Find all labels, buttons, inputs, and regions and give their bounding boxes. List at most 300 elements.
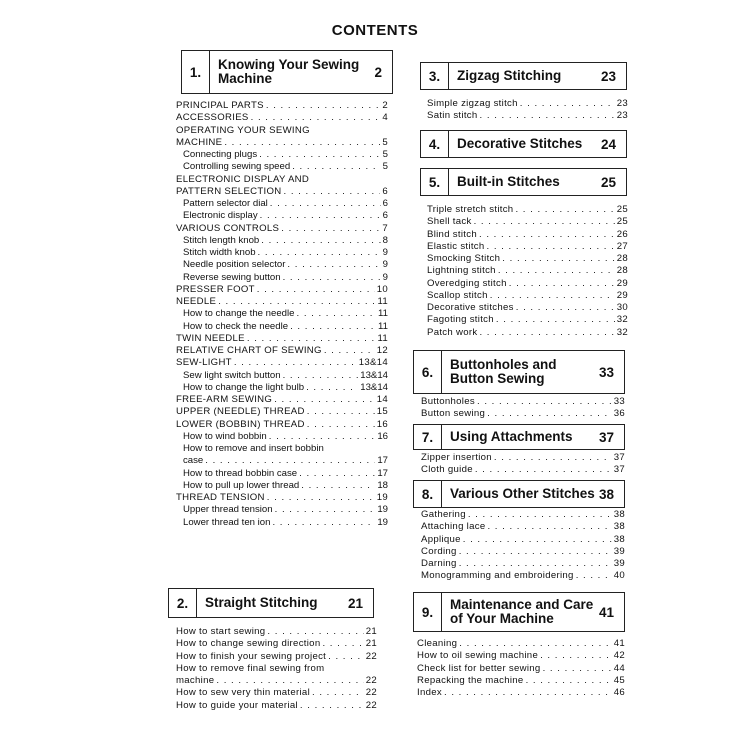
toc-entry-page: 9 bbox=[382, 247, 388, 258]
toc-entry-page: 37 bbox=[613, 452, 625, 463]
dot-leader bbox=[490, 290, 615, 302]
toc-entry-page: 18 bbox=[377, 479, 388, 491]
section-entries-2 bbox=[176, 626, 377, 712]
dot-leader bbox=[216, 675, 363, 687]
toc-entry bbox=[176, 663, 377, 675]
dot-leader bbox=[576, 570, 612, 582]
section-title-line: Zigzag Stitching bbox=[457, 68, 562, 83]
toc-entry-page: 39 bbox=[613, 545, 625, 557]
toc-entry-page: 19 bbox=[377, 516, 388, 528]
toc-entry bbox=[421, 546, 625, 558]
toc-entry bbox=[421, 509, 625, 521]
toc-entry bbox=[176, 406, 388, 418]
toc-entry-text: FREE-ARM SEWING bbox=[176, 394, 273, 405]
toc-entry-page: 8 bbox=[382, 234, 388, 246]
toc-entry-text: Controlling sewing speed bbox=[183, 161, 291, 173]
toc-entry-page: 6 bbox=[382, 185, 388, 197]
toc-entry-page: 30 bbox=[616, 302, 628, 313]
toc-entry bbox=[176, 700, 377, 712]
section-title bbox=[210, 58, 374, 86]
section-number: 7. bbox=[414, 425, 442, 449]
toc-entry-text: ELECTRONIC DISPLAY AND bbox=[176, 173, 310, 185]
toc-entry bbox=[176, 296, 388, 308]
toc-entry-page: 19 bbox=[376, 492, 388, 503]
dot-leader bbox=[292, 161, 380, 173]
toc-entry-page: 22 bbox=[365, 675, 377, 686]
toc-entry-text: How to change the light bulb bbox=[183, 381, 305, 393]
toc-entry-page: 17 bbox=[377, 467, 388, 479]
toc-entry-text: PRESSER FOOT bbox=[176, 283, 255, 295]
dot-leader bbox=[218, 296, 375, 308]
section-page: 33 bbox=[598, 364, 614, 380]
toc-entry-page: 6 bbox=[382, 210, 388, 222]
toc-entry-page: 37 bbox=[613, 464, 625, 476]
toc-entry bbox=[421, 396, 625, 408]
dot-leader bbox=[494, 452, 612, 464]
toc-entry-text: Zipper insertion bbox=[421, 452, 492, 463]
dot-leader bbox=[283, 370, 359, 382]
toc-entry-page: 9 bbox=[382, 259, 388, 271]
toc-entry bbox=[176, 235, 388, 247]
toc-entry bbox=[176, 517, 388, 529]
toc-entry bbox=[176, 186, 388, 198]
toc-entry-page: 11 bbox=[377, 296, 388, 307]
dot-leader bbox=[487, 521, 611, 533]
toc-entry-page: 32 bbox=[616, 326, 628, 338]
section-title-line: of Your Machine bbox=[450, 611, 554, 626]
toc-entry bbox=[176, 687, 377, 699]
toc-entry-text: How to change sewing direction bbox=[176, 638, 321, 650]
dot-leader bbox=[306, 382, 358, 394]
toc-entry-text: How to change the needle bbox=[183, 308, 295, 320]
toc-entry bbox=[176, 223, 388, 235]
section-page: 24 bbox=[600, 136, 616, 152]
toc-entry-text: Gathering bbox=[421, 509, 466, 520]
section-header-8 bbox=[413, 480, 625, 508]
toc-entry bbox=[176, 333, 388, 345]
section-title-line: Maintenance and Care bbox=[450, 597, 594, 612]
section-title-line: Straight Stitching bbox=[205, 595, 318, 610]
toc-entry-page: 11 bbox=[377, 332, 388, 344]
section-title-line: Built-in Stitches bbox=[457, 174, 560, 189]
toc-entry-text: Blind stitch bbox=[427, 228, 477, 240]
dot-leader bbox=[459, 546, 612, 558]
toc-entry-text: VARIOUS CONTROLS bbox=[176, 222, 280, 234]
toc-entry-text: Electronic display bbox=[183, 210, 258, 222]
toc-entry bbox=[176, 492, 388, 504]
toc-entry bbox=[427, 229, 628, 241]
toc-entry bbox=[427, 216, 628, 228]
toc-entry bbox=[176, 394, 388, 406]
section-title bbox=[442, 430, 599, 444]
section-page: 38 bbox=[598, 486, 614, 502]
toc-entry bbox=[176, 370, 388, 382]
toc-entry bbox=[421, 408, 625, 420]
dot-leader bbox=[444, 687, 612, 699]
toc-entry-text: Upper thread tension bbox=[183, 504, 273, 516]
section-number: 5. bbox=[421, 169, 449, 195]
toc-entry-text: Satin stitch bbox=[427, 110, 478, 122]
toc-entry bbox=[421, 464, 625, 476]
toc-entry-text: case bbox=[183, 455, 204, 467]
section-title bbox=[197, 596, 348, 610]
toc-entry bbox=[176, 357, 388, 369]
section-title-line: Various Other Stitches bbox=[450, 486, 595, 501]
toc-entry-text: THREAD TENSION bbox=[176, 492, 265, 503]
toc-entry-text: machine bbox=[176, 675, 215, 686]
toc-entry-page: 38 bbox=[613, 509, 625, 520]
dot-leader bbox=[509, 278, 615, 290]
toc-entry-text: Triple stretch stitch bbox=[427, 204, 514, 215]
section-entries-7 bbox=[421, 452, 625, 477]
toc-entry-page: 46 bbox=[613, 687, 625, 698]
toc-entry-page: 45 bbox=[613, 674, 625, 686]
section-header-1 bbox=[181, 50, 393, 94]
toc-entry bbox=[427, 253, 628, 265]
toc-entry-text: Repacking the machine bbox=[417, 674, 524, 686]
toc-entry-text: Shell tack bbox=[427, 216, 472, 228]
dot-leader bbox=[281, 223, 380, 235]
dot-leader bbox=[322, 638, 363, 650]
dot-leader bbox=[515, 204, 614, 216]
toc-entry bbox=[417, 675, 625, 687]
toc-entry bbox=[176, 284, 388, 296]
dot-leader bbox=[480, 110, 615, 122]
toc-entry bbox=[176, 455, 388, 467]
toc-entry-page: 5 bbox=[382, 161, 388, 173]
section-page: 21 bbox=[347, 595, 363, 611]
toc-entry-page: 17 bbox=[377, 455, 388, 467]
toc-entry-page: 12 bbox=[376, 345, 388, 356]
toc-entry bbox=[421, 570, 625, 582]
toc-entry-page: 29 bbox=[616, 277, 628, 289]
dot-leader bbox=[543, 663, 612, 675]
dot-leader bbox=[287, 259, 380, 271]
toc-entry bbox=[421, 521, 625, 533]
toc-entry-text: Pattern selector dial bbox=[183, 198, 268, 209]
dot-leader bbox=[307, 406, 375, 418]
toc-entry bbox=[427, 98, 628, 110]
toc-entry bbox=[176, 247, 388, 259]
toc-entry-text: Button sewing bbox=[421, 408, 486, 420]
toc-entry bbox=[417, 687, 625, 699]
toc-entry-text: TWIN NEEDLE bbox=[176, 332, 245, 344]
toc-entry bbox=[427, 241, 628, 253]
toc-entry-text: Cloth guide bbox=[421, 464, 473, 476]
toc-entry-text: Darning bbox=[421, 558, 457, 569]
toc-entry-page: 16 bbox=[376, 418, 388, 430]
section-number: 2. bbox=[169, 589, 197, 617]
section-entries-1 bbox=[176, 100, 388, 529]
toc-entry-page: 22 bbox=[365, 699, 377, 711]
dot-leader bbox=[324, 345, 375, 357]
toc-entry bbox=[176, 468, 388, 480]
toc-entry-text: Elastic stitch bbox=[427, 240, 485, 252]
toc-entry bbox=[427, 204, 628, 216]
section-header-4 bbox=[420, 130, 627, 158]
toc-entry-text: NEEDLE bbox=[176, 296, 217, 307]
toc-entry-text: How to remove and insert bobbin bbox=[183, 443, 324, 454]
toc-entry-page: 16 bbox=[377, 430, 388, 442]
dot-leader bbox=[516, 302, 615, 314]
toc-entry-text: Lower thread ten ion bbox=[183, 516, 271, 528]
dot-leader bbox=[307, 419, 375, 431]
section-title bbox=[449, 137, 601, 151]
section-header-2 bbox=[168, 588, 374, 618]
toc-entry-text: Simple zigzag stitch bbox=[427, 98, 518, 109]
toc-entry-page: 9 bbox=[382, 271, 388, 283]
toc-entry-page: 41 bbox=[613, 638, 625, 649]
toc-entry-text: How to sew very thin material bbox=[176, 687, 310, 699]
section-title bbox=[449, 175, 601, 189]
toc-entry-text: Smocking Stitch bbox=[427, 253, 501, 264]
toc-entry-page: 23 bbox=[616, 98, 628, 109]
toc-entry bbox=[176, 345, 388, 357]
dot-leader bbox=[251, 112, 381, 124]
toc-entry bbox=[417, 638, 625, 650]
section-header-9 bbox=[413, 592, 625, 632]
toc-entry-text: Index bbox=[417, 687, 442, 698]
toc-entry-text: Needle position selector bbox=[183, 259, 286, 271]
dot-leader bbox=[234, 357, 357, 369]
toc-entry-page: 28 bbox=[616, 253, 628, 264]
toc-entry-page: 40 bbox=[613, 570, 625, 582]
toc-entry bbox=[176, 137, 388, 149]
dot-leader bbox=[267, 626, 363, 638]
toc-entry bbox=[176, 210, 388, 222]
page-title: CONTENTS bbox=[331, 22, 419, 39]
toc-entry bbox=[427, 327, 628, 339]
toc-entry bbox=[427, 110, 628, 122]
toc-entry-page: 26 bbox=[616, 228, 628, 240]
toc-entry-page: 39 bbox=[613, 558, 625, 569]
toc-entry-page: 7 bbox=[382, 222, 388, 234]
section-number: 8. bbox=[414, 481, 442, 507]
section-header-6 bbox=[413, 350, 625, 394]
section-page: 23 bbox=[600, 68, 616, 84]
toc-entry-page: 28 bbox=[616, 265, 628, 277]
toc-entry-text: How to remove final sewing from bbox=[176, 662, 325, 674]
toc-entry-text: SEW-LIGHT bbox=[176, 357, 232, 369]
toc-entry-page: 19 bbox=[377, 504, 388, 516]
dot-leader bbox=[498, 265, 615, 277]
toc-entry-text: RELATIVE CHART OF SEWING bbox=[176, 345, 322, 356]
toc-entry-text: Overedging stitch bbox=[427, 277, 507, 289]
toc-entry-page: 42 bbox=[613, 650, 625, 662]
toc-entry-text: Applique bbox=[421, 533, 461, 545]
toc-entry bbox=[176, 626, 377, 638]
dot-leader bbox=[258, 247, 381, 259]
section-title-line: Button Sewing bbox=[450, 371, 545, 386]
section-page: 25 bbox=[600, 174, 616, 190]
toc-entry bbox=[176, 308, 388, 320]
section-entries-3 bbox=[427, 98, 628, 123]
toc-entry-page: 21 bbox=[365, 626, 377, 637]
toc-entry-text: ACCESSORIES bbox=[176, 112, 249, 124]
section-header-5 bbox=[420, 168, 627, 196]
toc-entry-page: 14 bbox=[376, 394, 388, 405]
toc-entry-page: 32 bbox=[616, 314, 628, 326]
toc-entry-page: 36 bbox=[613, 408, 625, 420]
toc-entry-text: How to guide your material bbox=[176, 699, 298, 711]
toc-entry-page: 13&14 bbox=[360, 381, 388, 393]
toc-entry-page: 11 bbox=[378, 308, 388, 320]
toc-entry bbox=[176, 149, 388, 161]
dot-leader bbox=[312, 687, 364, 699]
dot-leader bbox=[260, 210, 381, 222]
toc-entry-page: 27 bbox=[616, 240, 628, 252]
toc-entry bbox=[176, 259, 388, 271]
toc-entry-page: 38 bbox=[613, 533, 625, 545]
toc-entry-text: Connecting plugs bbox=[183, 149, 258, 160]
toc-entry-text: PRINCIPAL PARTS bbox=[176, 100, 264, 111]
toc-entry-text: Cording bbox=[421, 545, 457, 557]
toc-entry bbox=[427, 290, 628, 302]
dot-leader bbox=[275, 504, 376, 516]
toc-entry bbox=[427, 314, 628, 326]
toc-entry-text: Cleaning bbox=[417, 638, 458, 649]
section-title bbox=[449, 69, 601, 83]
toc-entry-page: 4 bbox=[382, 112, 388, 124]
toc-entry bbox=[421, 452, 625, 464]
toc-entry-page: 10 bbox=[376, 283, 388, 295]
toc-entry-text: How to start sewing bbox=[176, 626, 266, 637]
toc-entry bbox=[176, 272, 388, 284]
dot-leader bbox=[300, 700, 364, 712]
dot-leader bbox=[328, 651, 364, 663]
toc-entry-text: Check list for better sewing bbox=[417, 662, 541, 674]
section-title-line: Machine bbox=[218, 71, 273, 86]
toc-entry-text: Sew light switch button bbox=[183, 369, 281, 381]
toc-entry bbox=[176, 174, 388, 186]
section-title bbox=[442, 598, 599, 626]
toc-entry-text: Reverse sewing button bbox=[183, 271, 281, 283]
toc-entry bbox=[176, 198, 388, 210]
toc-entry-text: How to wind bobbin bbox=[183, 430, 267, 442]
dot-leader bbox=[269, 431, 376, 443]
dot-leader bbox=[299, 468, 375, 480]
dot-leader bbox=[261, 235, 380, 247]
toc-entry-text: How to oil sewing machine bbox=[417, 650, 539, 662]
toc-entry bbox=[176, 443, 388, 455]
dot-leader bbox=[520, 98, 615, 110]
dot-leader bbox=[283, 272, 381, 284]
toc-entry bbox=[176, 504, 388, 516]
toc-entry-text: How to thread bobbin case bbox=[183, 467, 298, 479]
toc-entry bbox=[427, 265, 628, 277]
dot-leader bbox=[479, 327, 614, 339]
toc-entry-text: Attaching lace bbox=[421, 521, 486, 533]
toc-entry bbox=[176, 431, 388, 443]
dot-leader bbox=[496, 314, 615, 326]
section-number: 4. bbox=[421, 131, 449, 157]
toc-entry-page: 38 bbox=[613, 521, 625, 533]
toc-entry-text: Buttonholes bbox=[421, 396, 475, 407]
toc-entry-text: Stitch length knob bbox=[183, 234, 260, 246]
toc-entry-text: OPERATING YOUR SEWING bbox=[176, 124, 310, 136]
section-title bbox=[442, 358, 599, 386]
dot-leader bbox=[224, 137, 380, 149]
dot-leader bbox=[526, 675, 612, 687]
dot-leader bbox=[284, 186, 381, 198]
dot-leader bbox=[272, 517, 375, 529]
toc-entry-text: Monogramming and embroidering bbox=[421, 570, 574, 582]
toc-entry bbox=[176, 675, 377, 687]
section-entries-8 bbox=[421, 509, 625, 583]
toc-entry-page: 13&14 bbox=[358, 357, 388, 369]
dot-leader bbox=[487, 241, 615, 253]
toc-entry-text: LOWER (BOBBIN) THREAD bbox=[176, 418, 305, 430]
toc-entry-text: Decorative stitches bbox=[427, 302, 514, 313]
section-page: 2 bbox=[374, 64, 382, 80]
toc-entry bbox=[176, 480, 388, 492]
toc-entry-text: Lightning stitch bbox=[427, 265, 496, 277]
toc-entry-page: 29 bbox=[616, 289, 628, 301]
toc-entry-page: 25 bbox=[616, 204, 628, 215]
toc-entry-page: 21 bbox=[365, 638, 377, 650]
section-number: 1. bbox=[182, 51, 210, 93]
toc-entry-text: Patch work bbox=[427, 326, 478, 338]
section-title-line: Decorative Stitches bbox=[457, 136, 583, 151]
toc-entry bbox=[427, 302, 628, 314]
toc-entry-text: Scallop stitch bbox=[427, 289, 488, 301]
section-title-line: Using Attachments bbox=[450, 429, 573, 444]
dot-leader bbox=[247, 333, 376, 345]
section-number: 6. bbox=[414, 351, 442, 393]
dot-leader bbox=[463, 534, 612, 546]
toc-entry-text: Fagoting stitch bbox=[427, 314, 494, 326]
dot-leader bbox=[205, 455, 375, 467]
toc-entry-text: PATTERN SELECTION bbox=[176, 185, 282, 197]
toc-entry-page: 25 bbox=[616, 216, 628, 228]
dot-leader bbox=[259, 149, 381, 161]
section-title bbox=[442, 487, 599, 501]
dot-leader bbox=[502, 253, 614, 265]
toc-entry bbox=[421, 558, 625, 570]
toc-entry bbox=[176, 419, 388, 431]
toc-entry-page: 13&14 bbox=[360, 369, 388, 381]
section-number: 3. bbox=[421, 63, 449, 89]
dot-leader bbox=[459, 638, 611, 650]
toc-entry-text: How to finish your sewing project bbox=[176, 650, 327, 662]
dot-leader bbox=[487, 408, 612, 420]
section-entries-5 bbox=[427, 204, 628, 339]
dot-leader bbox=[266, 100, 381, 112]
dot-leader bbox=[479, 229, 615, 241]
section-page: 41 bbox=[598, 604, 614, 620]
toc-entry-text: MACHINE bbox=[176, 136, 223, 148]
toc-entry bbox=[176, 638, 377, 650]
toc-entry bbox=[176, 161, 388, 173]
dot-leader bbox=[296, 308, 376, 320]
dot-leader bbox=[267, 492, 375, 504]
section-header-3 bbox=[420, 62, 627, 90]
toc-entry-page: 2 bbox=[382, 100, 388, 111]
toc-entry-text: How to check the needle bbox=[183, 320, 289, 332]
toc-entry bbox=[417, 663, 625, 675]
section-title-line: Buttonholes and bbox=[450, 357, 557, 372]
dot-leader bbox=[477, 396, 612, 408]
toc-entry-page: 23 bbox=[616, 110, 628, 122]
dot-leader bbox=[468, 509, 612, 521]
dot-leader bbox=[274, 394, 375, 406]
section-header-7 bbox=[413, 424, 625, 450]
toc-entry-text: How to pull up lower thread bbox=[183, 479, 300, 491]
dot-leader bbox=[475, 464, 612, 476]
dot-leader bbox=[474, 216, 615, 228]
toc-entry bbox=[176, 100, 388, 112]
dot-leader bbox=[301, 480, 375, 492]
